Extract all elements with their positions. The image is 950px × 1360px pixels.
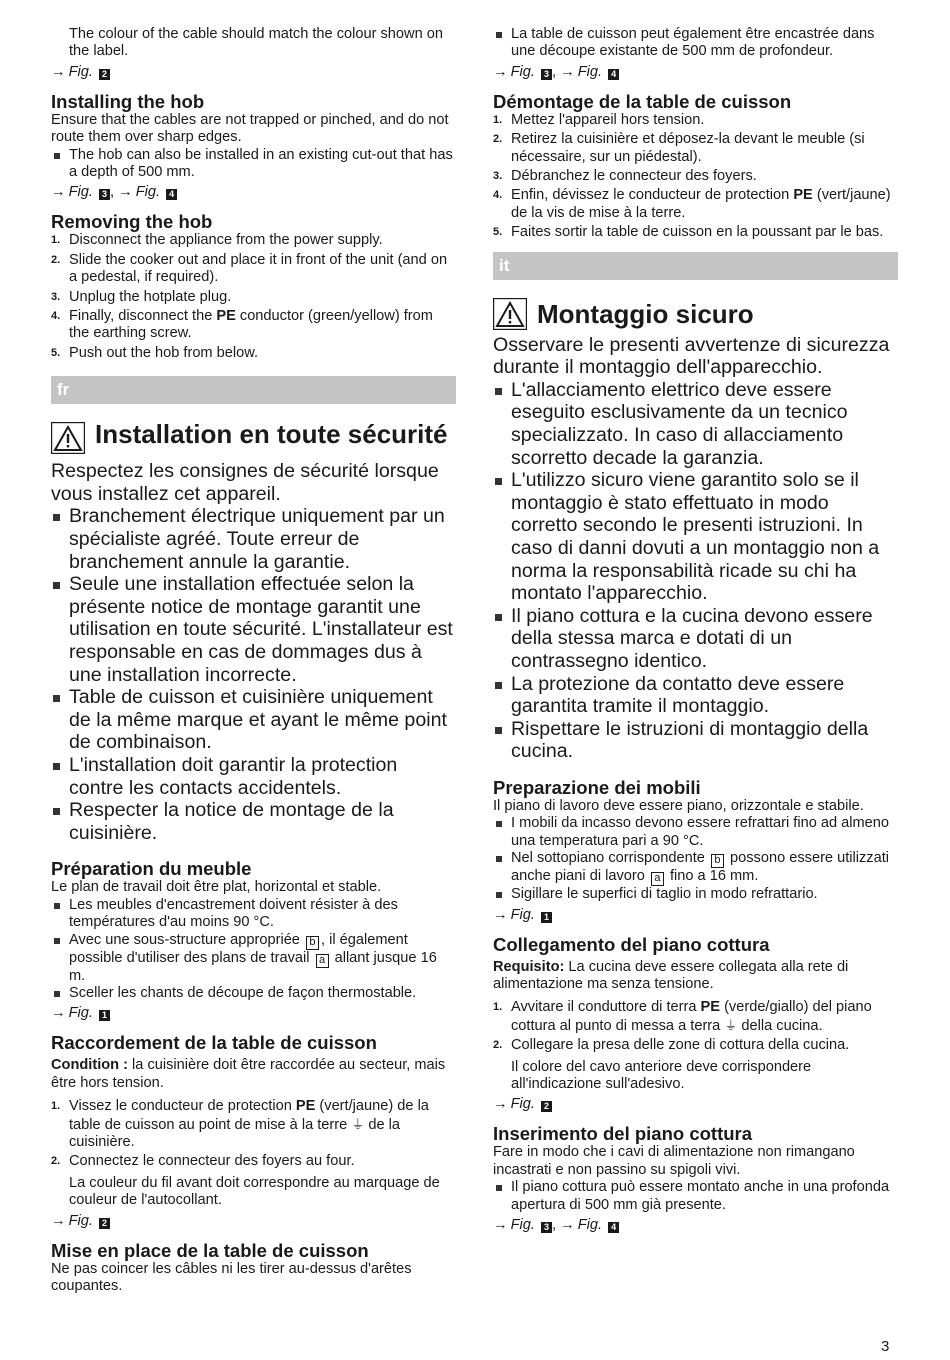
figure-number: 4 [608, 1222, 619, 1233]
figure-number: 1 [99, 1010, 110, 1021]
list-item: 1. Disconnect the appliance from the power supply. [51, 232, 383, 249]
label-box: a [651, 872, 664, 886]
list-item: I mobili da incasso devono essere refrattari fino ad almeno una temperatura pari a 90 °C. [493, 815, 898, 850]
list-item: Il piano cottura e la cucina devono essere della stessa marca e dotati di un contrassegno identico. [493, 605, 898, 673]
paragraph: Ne pas coincer les câbles ni les tirer au-dessus d'arêtes coupantes. [51, 1260, 412, 1295]
figure-number: 4 [608, 69, 619, 80]
figure-number: 2 [99, 69, 110, 80]
warning-icon [51, 422, 85, 454]
figure-number: 2 [99, 1218, 110, 1229]
bullet-list [51, 147, 456, 182]
list-item: Table de cuisson et cuisinière uniquement de la même marque et ayant le même point de combinaison. [51, 686, 456, 754]
figure-number: 3 [541, 69, 552, 80]
language-bar-fr: fr [51, 376, 456, 404]
language-bar-it: it [493, 252, 898, 280]
label-box: a [316, 954, 329, 968]
numbered-list [51, 1098, 456, 1171]
list-item: 2. Collegare la presa delle zone di cottura della cucina. [493, 1037, 850, 1054]
figure-reference: → Fig. 3 , → Fig. 4 [493, 63, 898, 81]
bullet-list [51, 505, 456, 844]
list-item: Rispettare le istruzioni di montaggio della cucina. [493, 718, 898, 763]
figure-reference: → Fig. 3 , → Fig. 4 [51, 183, 456, 201]
section-title-it [493, 298, 898, 330]
heading-collegamento: Collegamento del piano cottura [493, 933, 770, 955]
heading-raccordement: Raccordement de la table de cuisson [51, 1032, 377, 1054]
bullet-list [493, 1179, 898, 1214]
list-item: The hob can also be installed in an existing cut-out that has a depth of 500 mm. [51, 147, 456, 182]
heading-installing-the-hob: Installing the hob [51, 90, 205, 112]
list-item: 2. Slide the cooker out and place it in front of the unit (and on a pedestal, if required). [51, 251, 448, 286]
paragraph: Requisito: La cucina deve essere collegata alla rete di alimentazione ma senza tensione. [493, 958, 849, 992]
list-item: 2. Connectez le connecteur des foyers au four. [51, 1153, 355, 1170]
numbered-list [493, 112, 898, 242]
paragraph: Fare in modo che i cavi di alimentazione non rimangano incastrati e non passino su spigoli vivi. [493, 1144, 855, 1178]
paragraph: La couleur du fil avant doit correspondre au marquage de couleur de l'autocollant. [69, 1174, 440, 1209]
list-item: 1. Vissez le conducteur de protection PE (vert/jaune) de la table de cuisson au point de mise à la terre ⏚ de la cuisinière. [51, 1098, 429, 1151]
list-item: 4. Finally, disconnect the PE conductor (green/yellow) from the earthing screw. [51, 308, 433, 342]
bullet-list [493, 815, 898, 903]
figure-number: 1 [541, 912, 552, 923]
figure-reference: → Fig. 2 [51, 1212, 456, 1230]
page-number: 3 [881, 1338, 890, 1355]
section-title-fr [51, 419, 456, 454]
bullet-list [51, 897, 456, 1003]
figure-reference: → Fig. 3 , → Fig. 4 [493, 1216, 898, 1234]
list-item: 2. Retirez la cuisinière et déposez-la devant le meuble (si nécessaire, sur un piédestal). [493, 131, 865, 165]
list-item: 1. Avvitare il conduttore di terra PE (verde/giallo) del piano cottura al punto di messa a terra ⏚ della cucina. [493, 999, 872, 1034]
figure-number: 3 [99, 189, 110, 200]
list-item: Branchement électrique uniquement par un spécialiste agréé. Toute erreur de branchement annule la garantie. [51, 505, 456, 573]
figure-number: 4 [166, 189, 177, 200]
list-item: L'utilizzo sicuro viene garantito solo se il montaggio è stato effettuato in modo corretto secondo le presenti istruzioni. In caso di danni dovuti a un montaggio non a norma la responsabilità ricade su chi ha montato l'apparecchio. [493, 469, 898, 605]
bullet-list [493, 26, 898, 61]
paragraph: Condition : la cuisinière doit être raccordée au secteur, mais être hors tension. [51, 1057, 446, 1091]
page-title: Installation en toute sécurité [95, 419, 448, 450]
figure-reference: → Fig. 1 [51, 1004, 456, 1022]
paragraph: Le plan de travail doit être plat, horizontal et stable. [51, 879, 382, 896]
figure-number: 3 [541, 1222, 552, 1233]
figure-reference: → Fig. 2 [51, 63, 456, 81]
bullet-list [493, 379, 898, 763]
list-item: 4. Enfin, dévissez le conducteur de protection PE (vert/jaune) de la vis de mise à la terre. [493, 187, 891, 221]
list-item: La table de cuisson peut également être encastrée dans une découpe existante de 500 mm de profondeur. [493, 26, 898, 61]
list-item: Seule une installation effectuée selon la présente notice de montage garantit une utilisation en toute sécurité. L'installateur est responsable en cas de dommages dus à une installation incorrecte. [51, 573, 456, 686]
label-box: b [711, 854, 724, 868]
list-item: 5. Push out the hob from below. [51, 344, 259, 361]
list-item: 1. Mettez l'appareil hors tension. [493, 111, 705, 128]
heading-preparazione-dei-mobili: Preparazione dei mobili [493, 776, 701, 798]
list-item: Sceller les chants de découpe de façon thermostable. [51, 985, 456, 1002]
heading-removing-the-hob: Removing the hob [51, 211, 213, 233]
list-item: 3. Débranchez le connecteur des foyers. [493, 168, 757, 185]
heading-mise-en-place: Mise en place de la table de cuisson [51, 1239, 369, 1261]
figure-reference: → Fig. 1 [493, 906, 898, 924]
list-item: La protezione da contatto deve essere garantita tramite il montaggio. [493, 673, 898, 718]
earth-icon: ⏚ [351, 1116, 365, 1132]
left-column [51, 26, 456, 1295]
paragraph: Respectez les consignes de sécurité lorsque vous installez cet appareil. [51, 460, 439, 505]
heading-demontage: Démontage de la table de cuisson [493, 90, 792, 112]
list-item: L'allacciamento elettrico deve essere eseguito esclusivamente da un tecnico specializzato. In caso di allacciamento scorretto decade la garanzia. [493, 379, 898, 469]
list-item: Sigillare le superfici di taglio in modo refrattario. [493, 886, 898, 903]
page-title: Montaggio sicuro [537, 298, 754, 329]
paragraph: Il piano di lavoro deve essere piano, orizzontale e stabile. [493, 797, 864, 814]
list-item: 5. Faites sortir la table de cuisson en la poussant par le bas. [493, 224, 884, 241]
list-item: Avec une sous-structure appropriée b , il également possible d'utiliser des plans de travail a allant jusque 16 m. [51, 932, 456, 985]
paragraph: Il colore del cavo anteriore deve corrispondere all'indicazione sull'adesivo. [511, 1058, 812, 1092]
paragraph: Osservare le presenti avvertenze di sicurezza durante il montaggio dell'apparecchio. [493, 333, 890, 379]
label-box: b [306, 936, 319, 950]
list-item: Respecter la notice de montage de la cuisinière. [51, 799, 456, 844]
list-item: L'installation doit garantir la protection contre les contacts accidentels. [51, 754, 456, 799]
numbered-list [51, 232, 456, 362]
list-item: Nel sottopiano corrispondente b possono essere utilizzati anche piani di lavoro a fino a 16 mm. [493, 850, 898, 886]
list-item: 3. Unplug the hotplate plug. [51, 288, 232, 305]
cable-colour-note: The colour of the cable should match the colour shown on the label. [69, 26, 443, 60]
figure-number: 2 [541, 1101, 552, 1112]
figure-reference: → Fig. 2 [493, 1095, 898, 1113]
right-column [493, 26, 898, 1234]
paragraph: Ensure that the cables are not trapped or pinched, and do not route them over sharp edges. [51, 111, 449, 146]
list-item: Les meubles d'encastrement doivent résister à des températures d'au moins 90 °C. [51, 897, 456, 932]
warning-icon [493, 298, 527, 330]
numbered-list [493, 999, 898, 1054]
list-item: Il piano cottura può essere montato anche in una profonda apertura di 500 mm già presente. [493, 1179, 898, 1214]
heading-preparation-du-meuble: Préparation du meuble [51, 858, 252, 880]
heading-inserimento: Inserimento del piano cottura [493, 1123, 753, 1145]
earth-icon: ⏚ [724, 1017, 738, 1033]
